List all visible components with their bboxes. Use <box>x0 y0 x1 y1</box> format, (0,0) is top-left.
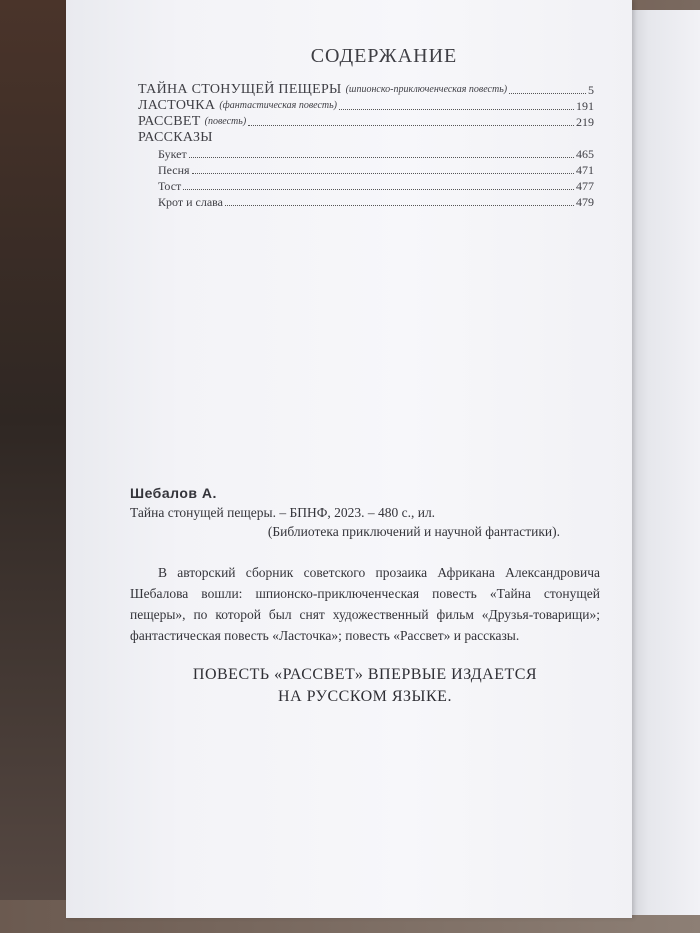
toc-entry <box>138 82 594 98</box>
toc-entry-page: 471 <box>576 163 594 177</box>
annotation-text: В авторский сборник советского прозаика Африкана Александровича Шебалова вошли: шпионско-приключенческая повесть «Тайна стонущей пещеры», по которой был снят художественный фильм «Друзья-товарищи»; фантастическая повесть «Ласточка»; повесть «Рассвет» и рассказы. <box>130 565 600 643</box>
toc-leader-dots <box>189 157 574 158</box>
background-left <box>0 0 70 933</box>
facing-page <box>625 10 700 915</box>
toc-entry-label: ТАЙНА СТОНУЩЕЙ ПЕЩЕРЫ <box>138 82 342 97</box>
notice-line-2: НА РУССКОМ ЯЗЫКЕ. <box>278 688 452 705</box>
toc-entry-subtitle: (шпионско-приключенческая повесть) <box>345 84 508 95</box>
toc-entry <box>138 130 594 146</box>
toc-leader-dots <box>183 189 574 190</box>
series-name: (Библиотека приключений и научной фантастики). <box>267 524 560 539</box>
toc-entry-subtitle: (повесть) <box>204 116 247 127</box>
toc-entry-subtitle: (фантастическая повесть) <box>219 100 338 111</box>
toc-entry <box>138 98 594 114</box>
toc-entry-label: РАССВЕТ <box>138 114 201 129</box>
toc-entry <box>138 178 594 194</box>
bibliographic-record <box>130 485 600 708</box>
table-of-contents <box>138 82 594 210</box>
toc-entry-page: 465 <box>576 147 594 161</box>
toc-entry-label: Букет <box>158 147 187 161</box>
toc-entry-label: Тост <box>158 179 182 193</box>
toc-entry-page: 5 <box>588 83 594 97</box>
toc-entry <box>138 146 594 162</box>
toc-entry-label: Крот и слава <box>158 195 223 209</box>
toc-entry <box>138 194 594 210</box>
toc-leader-dots <box>339 109 574 110</box>
toc-entry-page: 479 <box>576 195 594 209</box>
notice-line-1: ПОВЕСТЬ «РАССВЕТ» ВПЕРВЫЕ ИЗДАЕТСЯ <box>192 666 538 683</box>
toc-entry-page: 191 <box>576 99 594 113</box>
bibliographic-title-line: Тайна стонущей пещеры. – БПНФ, 2023. – 480 с., ил. <box>130 505 436 520</box>
toc-entry-label: РАССКАЗЫ <box>138 130 213 145</box>
toc-entry <box>138 162 594 178</box>
book-page <box>66 0 632 918</box>
toc-title: СОДЕРЖАНИЕ <box>310 45 458 67</box>
toc-leader-dots <box>225 205 574 206</box>
author-name: Шебалов А. <box>130 485 217 501</box>
publication-notice <box>130 664 600 708</box>
toc-entry-page: 219 <box>576 115 594 129</box>
toc-entry-page: 477 <box>576 179 594 193</box>
toc-leader-dots <box>248 125 574 126</box>
toc-entry-label: Песня <box>158 163 190 177</box>
toc-entry <box>138 114 594 130</box>
toc-leader-dots <box>509 93 586 94</box>
toc-leader-dots <box>192 173 574 174</box>
toc-entry-label: ЛАСТОЧКА <box>138 98 216 113</box>
